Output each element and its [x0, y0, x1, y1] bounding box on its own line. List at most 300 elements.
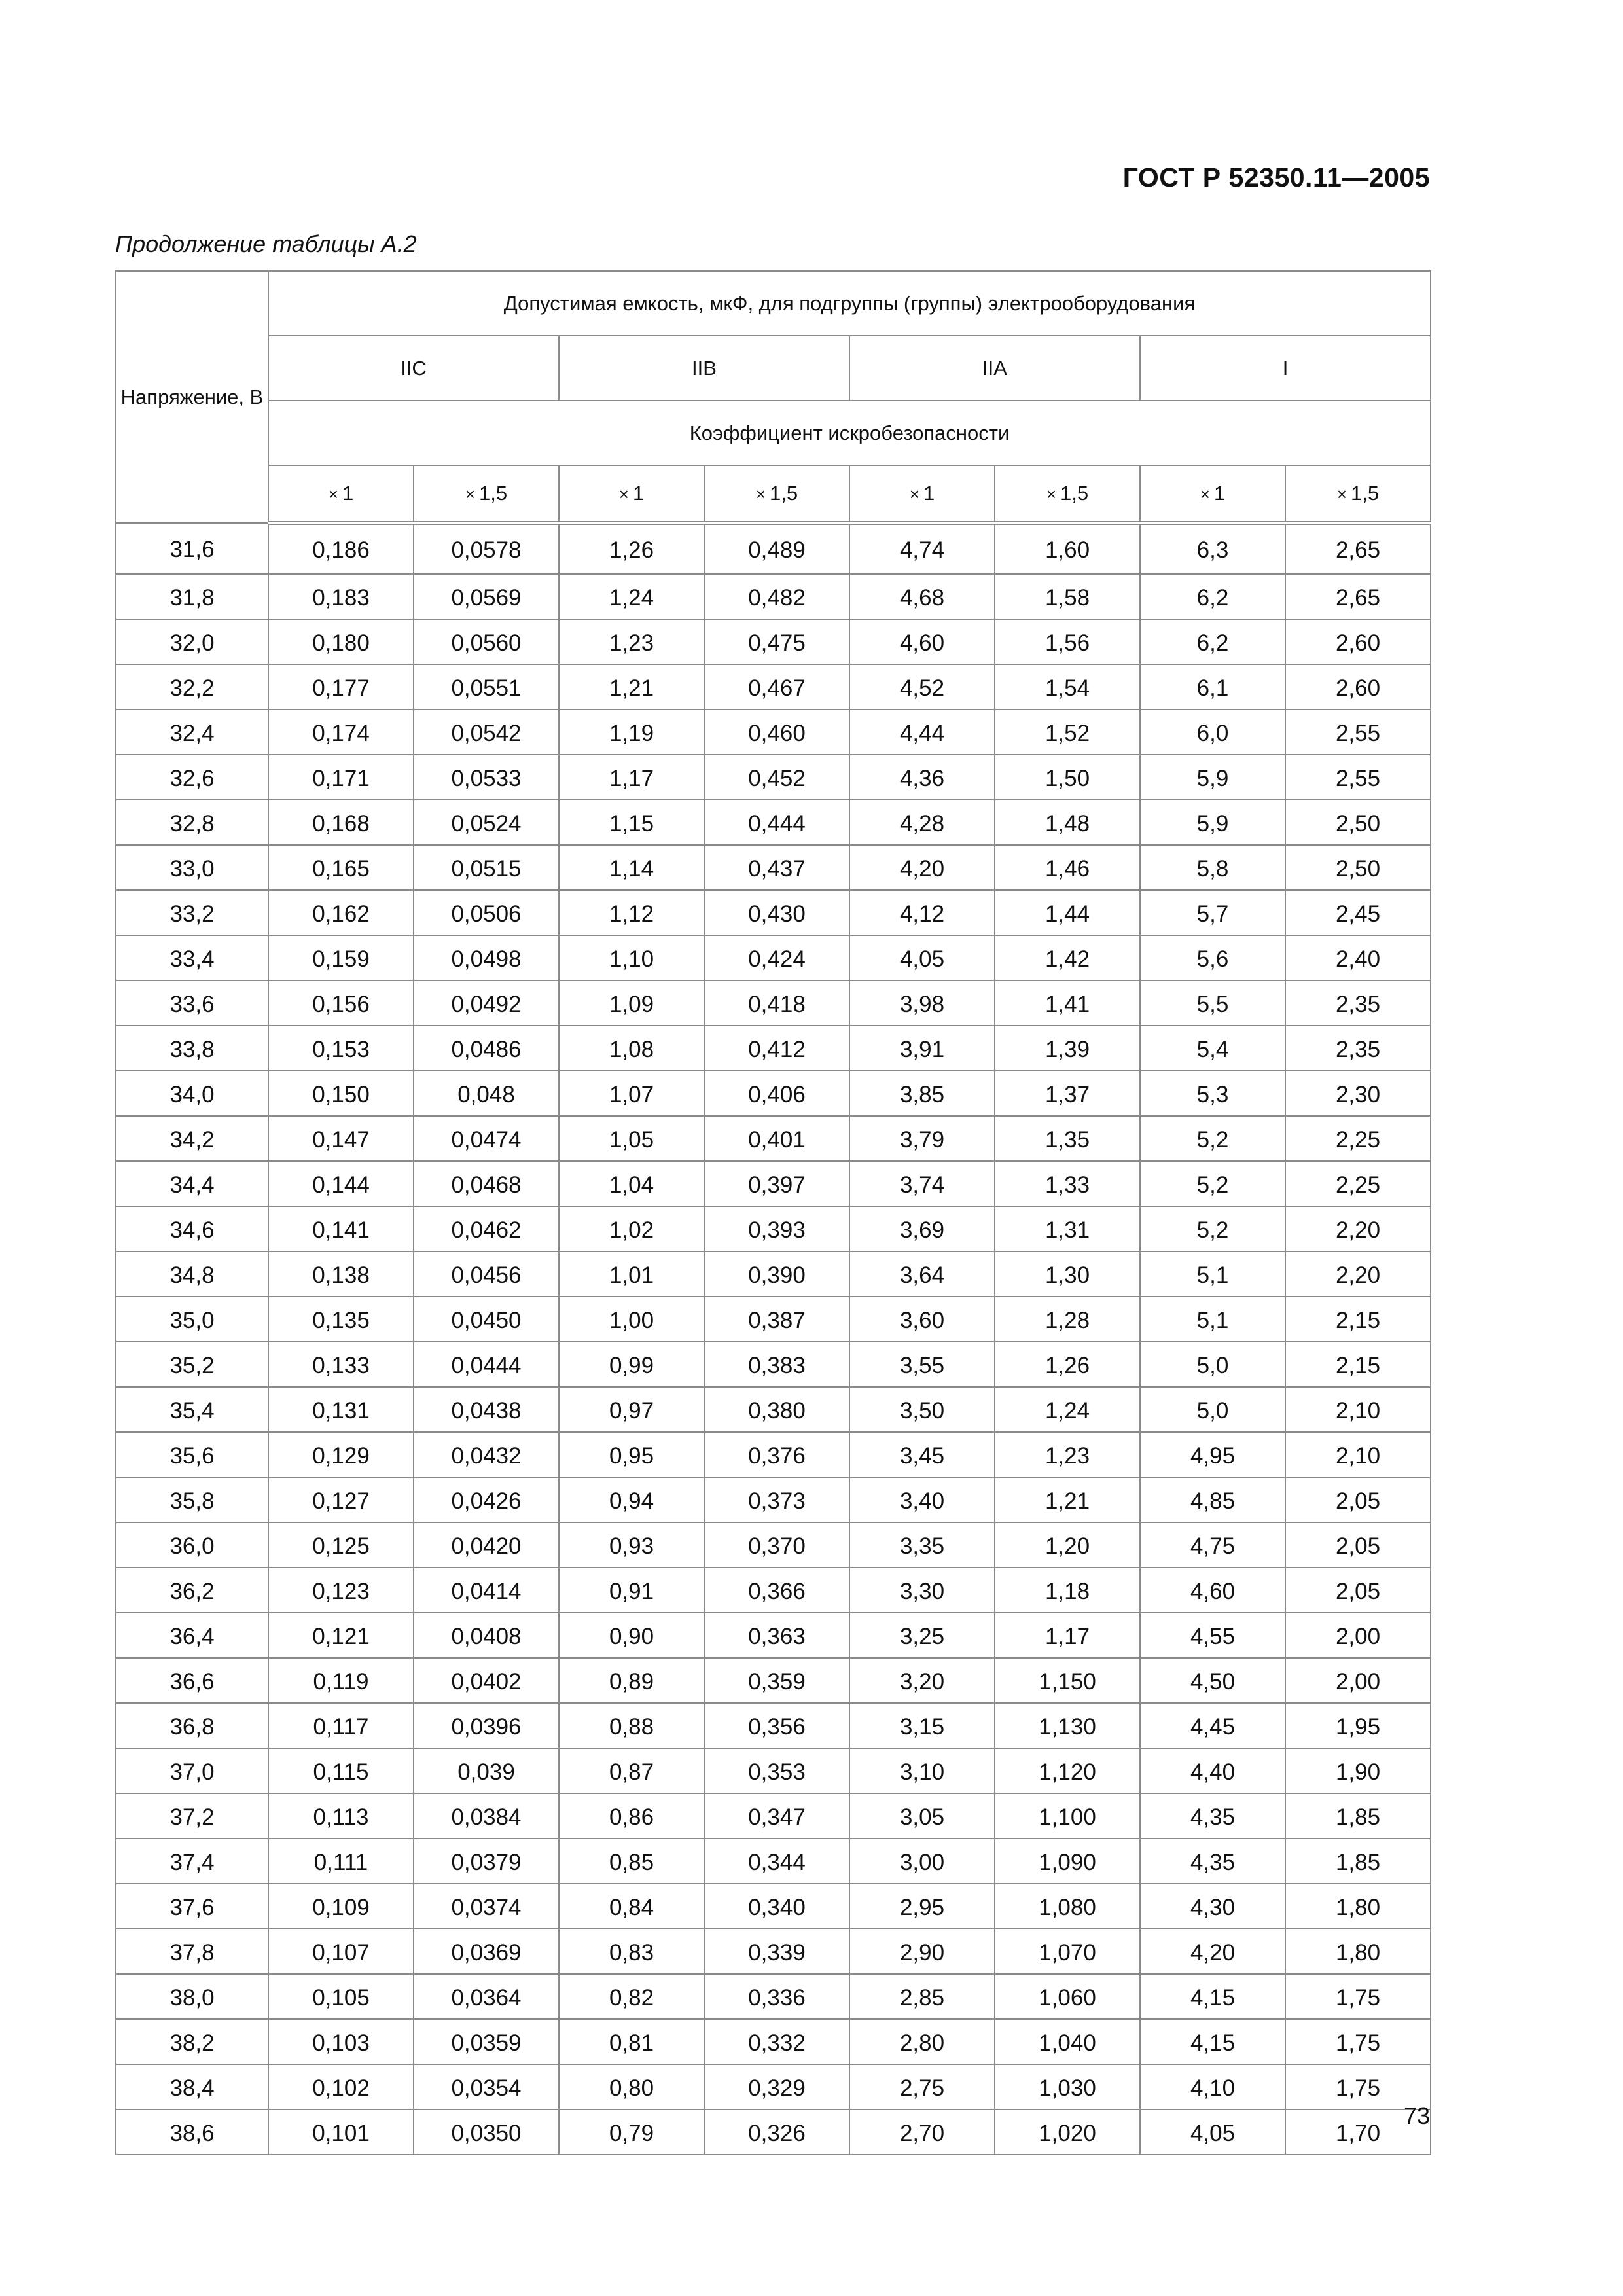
capacity-cell: 4,40	[1140, 1748, 1285, 1793]
capacity-cell: 1,33	[995, 1161, 1140, 1206]
capacity-cell: 0,89	[559, 1658, 704, 1703]
capacity-cell: 1,130	[995, 1703, 1140, 1748]
coefficient-value: 1,5	[770, 482, 798, 505]
capacity-cell: 2,35	[1285, 1026, 1431, 1071]
coefficient-label	[849, 465, 995, 523]
coefficient-label	[1285, 465, 1431, 523]
capacity-cell: 1,75	[1285, 2019, 1431, 2064]
voltage-cell: 31,6	[116, 523, 268, 574]
capacity-cell: 3,55	[849, 1342, 995, 1387]
capacity-cell: 1,070	[995, 1929, 1140, 1974]
capacity-cell: 1,09	[559, 980, 704, 1026]
capacity-cell: 0,90	[559, 1613, 704, 1658]
capacity-cell: 2,00	[1285, 1613, 1431, 1658]
capacity-cell: 1,90	[1285, 1748, 1431, 1793]
capacity-cell: 2,20	[1285, 1251, 1431, 1297]
capacity-cell: 2,05	[1285, 1477, 1431, 1522]
capacity-cell: 3,91	[849, 1026, 995, 1071]
capacity-cell: 0,048	[414, 1071, 559, 1116]
table-row	[116, 935, 1431, 980]
capacity-cell: 0,370	[704, 1522, 849, 1568]
capacity-cell: 3,10	[849, 1748, 995, 1793]
capacity-cell: 0,150	[268, 1071, 414, 1116]
voltage-cell: 37,8	[116, 1929, 268, 1974]
capacity-cell: 2,55	[1285, 755, 1431, 800]
capacity-cell: 3,15	[849, 1703, 995, 1748]
capacity-cell: 0,99	[559, 1342, 704, 1387]
voltage-cell: 32,2	[116, 664, 268, 709]
capacity-cell: 1,12	[559, 890, 704, 935]
voltage-cell: 33,2	[116, 890, 268, 935]
capacity-cell: 1,150	[995, 1658, 1140, 1703]
capacity-cell: 3,30	[849, 1568, 995, 1613]
capacity-cell: 0,0420	[414, 1522, 559, 1568]
capacity-cell: 0,0515	[414, 845, 559, 890]
capacity-cell: 1,080	[995, 1884, 1140, 1929]
capacity-cell: 0,119	[268, 1658, 414, 1703]
capacity-cell: 0,0359	[414, 2019, 559, 2064]
capacity-cell: 1,31	[995, 1206, 1140, 1251]
capacity-cell: 5,0	[1140, 1342, 1285, 1387]
capacity-cell: 5,2	[1140, 1206, 1285, 1251]
table-row	[116, 1251, 1431, 1297]
capacity-cell: 2,35	[1285, 980, 1431, 1026]
capacity-cell: 0,183	[268, 574, 414, 619]
table-caption: Продолжение таблицы А.2	[115, 230, 417, 257]
capacity-cell: 6,2	[1140, 574, 1285, 619]
voltage-cell: 37,0	[116, 1748, 268, 1793]
capacity-cell: 1,100	[995, 1793, 1140, 1839]
capacity-cell: 0,80	[559, 2064, 704, 2109]
standard-designation: ГОСТ Р 52350.11—2005	[1122, 162, 1430, 192]
capacity-cell: 0,0486	[414, 1026, 559, 1071]
capacity-cell: 0,393	[704, 1206, 849, 1251]
capacity-cell: 0,356	[704, 1703, 849, 1748]
capacity-cell: 2,70	[849, 2109, 995, 2155]
capacity-cell: 4,85	[1140, 1477, 1285, 1522]
capacity-cell: 1,19	[559, 709, 704, 755]
capacity-cell: 0,0456	[414, 1251, 559, 1297]
capacity-cell: 1,85	[1285, 1793, 1431, 1839]
capacity-cell: 1,24	[995, 1387, 1140, 1432]
capacity-cell: 0,412	[704, 1026, 849, 1071]
capacity-cell: 4,74	[849, 523, 995, 574]
capacity-cell: 0,127	[268, 1477, 414, 1522]
capacity-cell: 2,55	[1285, 709, 1431, 755]
voltage-cell: 34,0	[116, 1071, 268, 1116]
capacity-header: Допустимая емкость, мкФ, для подгруппы (группы) электрооборудования	[268, 271, 1431, 336]
capacity-cell: 0,147	[268, 1116, 414, 1161]
capacity-cell: 0,95	[559, 1432, 704, 1477]
capacity-cell: 1,56	[995, 619, 1140, 664]
capacity-cell: 1,07	[559, 1071, 704, 1116]
capacity-cell: 6,2	[1140, 619, 1285, 664]
capacity-cell: 0,424	[704, 935, 849, 980]
capacity-cell: 5,2	[1140, 1116, 1285, 1161]
voltage-cell: 37,2	[116, 1793, 268, 1839]
capacity-cell: 6,1	[1140, 664, 1285, 709]
capacity-cell: 0,467	[704, 664, 849, 709]
capacity-cell: 1,120	[995, 1748, 1140, 1793]
capacity-cell: 0,039	[414, 1748, 559, 1793]
table-row	[116, 1839, 1431, 1884]
capacity-cell: 0,363	[704, 1613, 849, 1658]
capacity-cell: 0,133	[268, 1342, 414, 1387]
capacity-cell: 0,460	[704, 709, 849, 755]
capacity-cell: 0,376	[704, 1432, 849, 1477]
voltage-cell: 36,0	[116, 1522, 268, 1568]
capacity-cell: 3,98	[849, 980, 995, 1026]
capacity-cell: 2,90	[849, 1929, 995, 1974]
capacity-cell: 1,60	[995, 523, 1140, 574]
capacity-cell: 0,174	[268, 709, 414, 755]
capacity-cell: 0,452	[704, 755, 849, 800]
capacity-cell: 0,162	[268, 890, 414, 935]
voltage-cell: 32,0	[116, 619, 268, 664]
capacity-cell: 0,336	[704, 1974, 849, 2019]
capacity-cell: 4,05	[1140, 2109, 1285, 2155]
capacity-cell: 6,3	[1140, 523, 1285, 574]
capacity-cell: 1,54	[995, 664, 1140, 709]
capacity-cell: 0,0438	[414, 1387, 559, 1432]
table-row	[116, 523, 1431, 574]
capacity-cell: 4,50	[1140, 1658, 1285, 1703]
voltage-cell: 36,8	[116, 1703, 268, 1748]
page-number: 73	[1403, 2102, 1430, 2129]
capacity-cell: 0,87	[559, 1748, 704, 1793]
capacity-cell: 0,430	[704, 890, 849, 935]
capacity-cell: 3,60	[849, 1297, 995, 1342]
capacity-cell: 1,50	[995, 755, 1140, 800]
multiply-icon: ×	[1046, 484, 1057, 504]
capacity-cell: 0,401	[704, 1116, 849, 1161]
multiply-icon: ×	[755, 484, 766, 504]
voltage-cell: 34,6	[116, 1206, 268, 1251]
voltage-cell: 34,4	[116, 1161, 268, 1206]
capacity-cell: 0,186	[268, 523, 414, 574]
capacity-cell: 0,82	[559, 1974, 704, 2019]
capacity-cell: 0,115	[268, 1748, 414, 1793]
capacity-cell: 2,85	[849, 1974, 995, 2019]
capacity-cell: 0,0426	[414, 1477, 559, 1522]
capacity-cell: 0,93	[559, 1522, 704, 1568]
capacity-cell: 4,68	[849, 574, 995, 619]
capacity-cell: 0,91	[559, 1568, 704, 1613]
capacity-cell: 0,153	[268, 1026, 414, 1071]
capacity-cell: 0,84	[559, 1884, 704, 1929]
capacity-cell: 3,79	[849, 1116, 995, 1161]
capacity-cell: 5,1	[1140, 1297, 1285, 1342]
capacity-cell: 0,344	[704, 1839, 849, 1884]
table-row	[116, 1658, 1431, 1703]
capacity-cell: 2,15	[1285, 1342, 1431, 1387]
table-row	[116, 1522, 1431, 1568]
capacity-cell: 0,0462	[414, 1206, 559, 1251]
voltage-cell: 34,2	[116, 1116, 268, 1161]
capacity-cell: 0,0364	[414, 1974, 559, 2019]
capacity-cell: 1,02	[559, 1206, 704, 1251]
capacity-cell: 4,45	[1140, 1703, 1285, 1748]
table-row	[116, 1342, 1431, 1387]
group-header-iib: IIB	[559, 336, 849, 401]
voltage-cell: 35,8	[116, 1477, 268, 1522]
capacity-cell: 1,17	[995, 1613, 1140, 1658]
capacity-cell: 0,85	[559, 1839, 704, 1884]
capacity-cell: 3,74	[849, 1161, 995, 1206]
capacity-cell: 5,6	[1140, 935, 1285, 980]
multiply-icon: ×	[1200, 484, 1210, 504]
capacity-cell: 4,55	[1140, 1613, 1285, 1658]
capacity-cell: 0,0524	[414, 800, 559, 845]
capacity-cell: 2,40	[1285, 935, 1431, 980]
capacity-cell: 0,397	[704, 1161, 849, 1206]
capacity-cell: 0,117	[268, 1703, 414, 1748]
multiply-icon: ×	[618, 484, 629, 504]
capacity-cell: 0,83	[559, 1929, 704, 1974]
capacity-cell: 4,28	[849, 800, 995, 845]
capacity-cell: 0,418	[704, 980, 849, 1026]
table-row	[116, 2064, 1431, 2109]
capacity-cell: 4,75	[1140, 1522, 1285, 1568]
capacity-cell: 2,20	[1285, 1206, 1431, 1251]
voltage-cell: 35,4	[116, 1387, 268, 1432]
coefficient-label	[559, 465, 704, 523]
capacity-cell: 1,48	[995, 800, 1140, 845]
capacity-cell: 0,138	[268, 1251, 414, 1297]
capacity-cell: 4,15	[1140, 1974, 1285, 2019]
capacity-cell: 0,359	[704, 1658, 849, 1703]
capacity-cell: 0,0354	[414, 2064, 559, 2109]
capacity-cell: 0,437	[704, 845, 849, 890]
table-row	[116, 1703, 1431, 1748]
capacity-cell: 4,30	[1140, 1884, 1285, 1929]
capacity-cell: 0,125	[268, 1522, 414, 1568]
capacity-cell: 0,123	[268, 1568, 414, 1613]
capacity-cell: 0,329	[704, 2064, 849, 2109]
capacity-cell: 0,0444	[414, 1342, 559, 1387]
capacity-cell: 1,10	[559, 935, 704, 980]
capacity-cell: 1,15	[559, 800, 704, 845]
capacity-cell: 5,3	[1140, 1071, 1285, 1116]
multiply-icon: ×	[465, 484, 476, 504]
capacity-cell: 2,05	[1285, 1522, 1431, 1568]
capacity-cell: 0,444	[704, 800, 849, 845]
coefficient-value: 1,5	[479, 482, 508, 505]
capacity-cell: 1,42	[995, 935, 1140, 980]
capacity-cell: 0,81	[559, 2019, 704, 2064]
capacity-cell: 0,0369	[414, 1929, 559, 1974]
capacity-cell: 2,15	[1285, 1297, 1431, 1342]
table-row	[116, 755, 1431, 800]
capacity-cell: 0,180	[268, 619, 414, 664]
capacity-cell: 0,0414	[414, 1568, 559, 1613]
capacity-cell: 4,35	[1140, 1839, 1285, 1884]
capacity-cell: 2,65	[1285, 523, 1431, 574]
capacity-cell: 0,0542	[414, 709, 559, 755]
capacity-cell: 3,64	[849, 1251, 995, 1297]
capacity-cell: 0,340	[704, 1884, 849, 1929]
capacity-cell: 0,0533	[414, 755, 559, 800]
capacity-cell: 1,70	[1285, 2109, 1431, 2155]
voltage-cell: 31,8	[116, 574, 268, 619]
voltage-cell: 36,4	[116, 1613, 268, 1658]
capacity-cell: 0,0450	[414, 1297, 559, 1342]
table-row	[116, 1206, 1431, 1251]
capacity-cell: 1,01	[559, 1251, 704, 1297]
capacity-cell: 2,95	[849, 1884, 995, 1929]
voltage-cell: 32,8	[116, 800, 268, 845]
voltage-cell: 36,2	[116, 1568, 268, 1613]
capacity-cell: 1,040	[995, 2019, 1140, 2064]
table-row	[116, 1116, 1431, 1161]
voltage-cell: 36,6	[116, 1658, 268, 1703]
capacity-cell: 0,168	[268, 800, 414, 845]
capacity-cell: 1,44	[995, 890, 1140, 935]
capacity-cell: 0,0551	[414, 664, 559, 709]
capacity-cell: 2,25	[1285, 1116, 1431, 1161]
capacity-cell: 0,105	[268, 1974, 414, 2019]
voltage-cell: 32,6	[116, 755, 268, 800]
capacity-cell: 0,165	[268, 845, 414, 890]
capacity-cell: 0,94	[559, 1477, 704, 1522]
coefficient-value: 1	[342, 482, 354, 505]
capacity-cell: 0,103	[268, 2019, 414, 2064]
coefficient-label	[995, 465, 1140, 523]
capacity-cell: 4,15	[1140, 2019, 1285, 2064]
capacity-cell: 0,373	[704, 1477, 849, 1522]
capacity-cell: 0,0498	[414, 935, 559, 980]
table-row	[116, 1477, 1431, 1522]
table-row	[116, 1929, 1431, 1974]
capacity-cell: 2,50	[1285, 800, 1431, 845]
capacity-cell: 0,0569	[414, 574, 559, 619]
table-row	[116, 1432, 1431, 1477]
capacity-cell: 1,85	[1285, 1839, 1431, 1884]
capacity-cell: 0,131	[268, 1387, 414, 1432]
capacity-cell: 0,383	[704, 1342, 849, 1387]
voltage-cell: 38,6	[116, 2109, 268, 2155]
capacity-cell: 0,109	[268, 1884, 414, 1929]
capacity-cell: 0,102	[268, 2064, 414, 2109]
capacity-cell: 1,24	[559, 574, 704, 619]
capacity-cell: 0,0578	[414, 523, 559, 574]
capacity-cell: 3,00	[849, 1839, 995, 1884]
capacity-cell: 3,50	[849, 1387, 995, 1432]
capacity-cell: 0,177	[268, 664, 414, 709]
capacity-cell: 1,20	[995, 1522, 1140, 1568]
capacity-cell: 0,380	[704, 1387, 849, 1432]
capacity-cell: 2,30	[1285, 1071, 1431, 1116]
capacity-cell: 0,0402	[414, 1658, 559, 1703]
coefficient-value: 1	[923, 482, 935, 505]
table-row	[116, 1793, 1431, 1839]
capacity-cell: 2,10	[1285, 1387, 1431, 1432]
table-row	[116, 2109, 1431, 2155]
capacity-cell: 4,12	[849, 890, 995, 935]
capacity-cell: 2,45	[1285, 890, 1431, 935]
table-row	[116, 574, 1431, 619]
voltage-cell: 35,0	[116, 1297, 268, 1342]
capacity-cell: 1,08	[559, 1026, 704, 1071]
capacity-cell: 1,17	[559, 755, 704, 800]
voltage-cell: 32,4	[116, 709, 268, 755]
capacity-cell: 1,21	[559, 664, 704, 709]
capacity-cell: 1,05	[559, 1116, 704, 1161]
capacity-cell: 0,339	[704, 1929, 849, 1974]
capacity-cell: 0,475	[704, 619, 849, 664]
capacity-cell: 0,0384	[414, 1793, 559, 1839]
capacity-cell: 0,0350	[414, 2109, 559, 2155]
capacity-cell: 5,9	[1140, 755, 1285, 800]
multiply-icon: ×	[909, 484, 919, 504]
capacity-cell: 2,00	[1285, 1658, 1431, 1703]
capacity-cell: 1,21	[995, 1477, 1140, 1522]
capacity-cell: 1,04	[559, 1161, 704, 1206]
group-header-iia: IIA	[849, 336, 1140, 401]
table-row	[116, 1071, 1431, 1116]
capacity-cell: 1,80	[1285, 1884, 1431, 1929]
capacity-cell: 1,26	[559, 523, 704, 574]
table-row	[116, 1026, 1431, 1071]
capacity-cell: 1,26	[995, 1342, 1140, 1387]
capacity-cell: 1,23	[559, 619, 704, 664]
coefficient-value: 1	[632, 482, 645, 505]
coefficient-label	[414, 465, 559, 523]
capacity-cell: 2,60	[1285, 619, 1431, 664]
capacity-cell: 0,171	[268, 755, 414, 800]
capacity-cell: 0,129	[268, 1432, 414, 1477]
capacity-cell: 3,40	[849, 1477, 995, 1522]
capacity-cell: 1,030	[995, 2064, 1140, 2109]
capacity-cell: 0,97	[559, 1387, 704, 1432]
capacity-cell: 0,0492	[414, 980, 559, 1026]
capacity-cell: 0,101	[268, 2109, 414, 2155]
capacity-cell: 1,41	[995, 980, 1140, 1026]
capacity-cell: 3,05	[849, 1793, 995, 1839]
capacity-cell: 1,18	[995, 1568, 1140, 1613]
capacity-cell: 0,353	[704, 1748, 849, 1793]
capacity-cell: 4,52	[849, 664, 995, 709]
capacity-cell: 0,0560	[414, 619, 559, 664]
capacity-cell: 4,44	[849, 709, 995, 755]
capacity-cell: 0,135	[268, 1297, 414, 1342]
capacity-cell: 4,20	[849, 845, 995, 890]
table-row	[116, 1161, 1431, 1206]
table-row	[116, 980, 1431, 1026]
capacity-cell: 1,30	[995, 1251, 1140, 1297]
capacity-cell: 0,86	[559, 1793, 704, 1839]
capacity-cell: 0,0396	[414, 1703, 559, 1748]
voltage-cell: 33,4	[116, 935, 268, 980]
capacity-cell: 4,05	[849, 935, 995, 980]
capacity-cell: 0,144	[268, 1161, 414, 1206]
capacity-cell: 0,88	[559, 1703, 704, 1748]
voltage-cell: 35,6	[116, 1432, 268, 1477]
capacity-cell: 4,36	[849, 755, 995, 800]
capacity-cell: 0,107	[268, 1929, 414, 1974]
capacity-cell: 1,37	[995, 1071, 1140, 1116]
table-row	[116, 664, 1431, 709]
capacity-cell: 1,80	[1285, 1929, 1431, 1974]
table-row	[116, 1568, 1431, 1613]
capacity-cell: 5,1	[1140, 1251, 1285, 1297]
capacity-cell: 0,390	[704, 1251, 849, 1297]
capacity-cell: 0,141	[268, 1206, 414, 1251]
voltage-cell: 33,8	[116, 1026, 268, 1071]
capacity-cell: 1,00	[559, 1297, 704, 1342]
voltage-cell: 38,2	[116, 2019, 268, 2064]
capacity-cell: 1,28	[995, 1297, 1140, 1342]
